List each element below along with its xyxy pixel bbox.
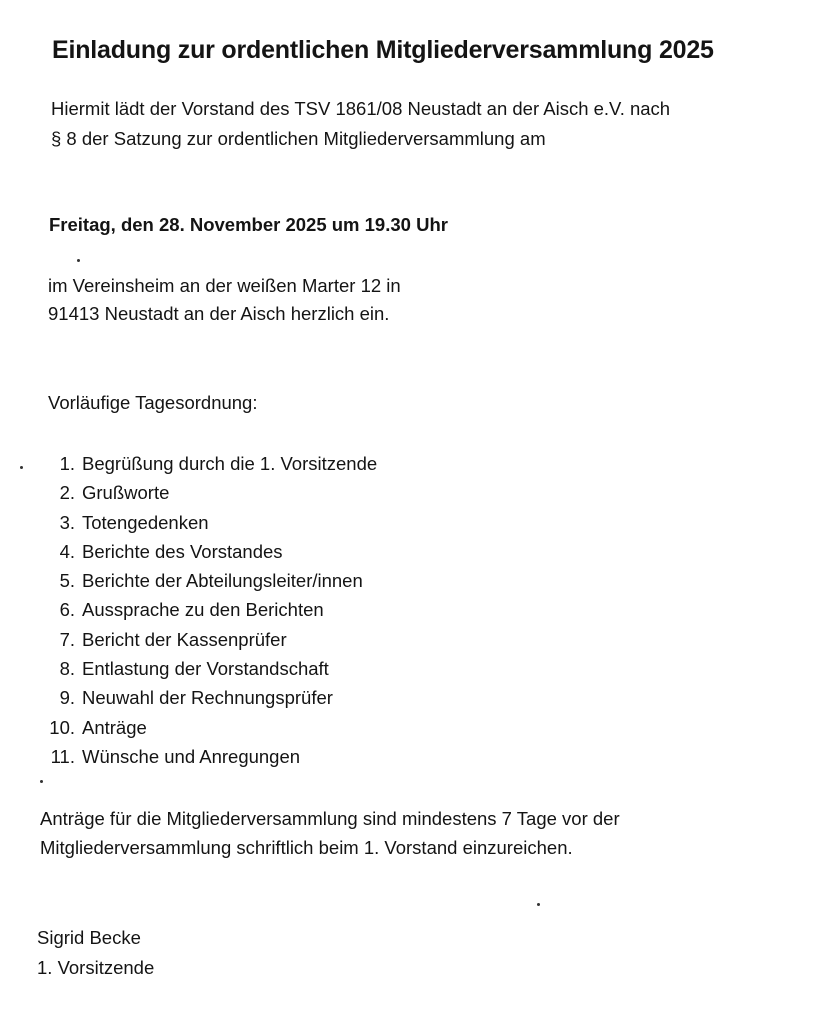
scan-speck (77, 259, 80, 262)
note-line-2: Mitgliederversammlung schriftlich beim 1. Vorstand einzureichen. (40, 837, 573, 858)
document-title: Einladung zur ordentlichen Mitgliederversammlung 2025 (52, 36, 714, 64)
signatory-role: 1. Vorsitzende (37, 957, 155, 978)
intro-line-2: § 8 der Satzung zur ordentlichen Mitgliederversammlung am (51, 128, 546, 149)
agenda-item (36, 478, 377, 507)
agenda-item (36, 683, 377, 712)
agenda-item (36, 566, 377, 595)
agenda-item-text: Berichte der Abteilungsleiter/innen (82, 570, 363, 592)
agenda-item-text: Totengedenken (82, 511, 209, 533)
agenda-item-number: 1. (59, 453, 75, 474)
agenda-item (36, 713, 377, 742)
agenda-item (36, 742, 377, 771)
agenda-item-text: Wünsche und Anregungen (82, 745, 301, 767)
agenda-item-number: 2. (59, 482, 75, 504)
agenda-item (36, 537, 377, 566)
agenda-item-number: 3. (59, 511, 75, 533)
agenda-list (36, 449, 377, 771)
agenda-item (36, 449, 377, 478)
agenda-item (36, 625, 377, 654)
agenda-heading: Vorläufige Tagesordnung: (48, 392, 258, 413)
agenda-item-text: Bericht der Kassenprüfer (82, 628, 287, 650)
agenda-item (36, 595, 377, 624)
location-line-1: im Vereinsheim an der weißen Marter 12 in (48, 275, 401, 296)
intro-paragraph (51, 94, 670, 154)
signatory-name: Sigrid Becke (37, 927, 141, 948)
agenda-item-number: 8. (59, 658, 75, 680)
scan-speck (537, 903, 540, 906)
agenda-item-text: Neuwahl der Rechnungsprüfer (82, 687, 333, 709)
meeting-location (48, 272, 401, 328)
agenda-item-number: 7. (59, 628, 75, 650)
scan-speck (20, 466, 23, 469)
agenda-item-number: 10. (49, 716, 75, 738)
agenda-item-number: 5. (59, 570, 75, 592)
note-line-1: Anträge für die Mitgliederversammlung sind mindestens 7 Tage vor der (40, 808, 620, 829)
location-line-2: 91413 Neustadt an der Aisch herzlich ein. (48, 303, 390, 324)
agenda-item-number: 4. (59, 540, 75, 562)
agenda-item-text: Entlastung der Vorstandschaft (82, 658, 329, 680)
agenda-item (36, 654, 377, 683)
scan-speck (40, 780, 43, 783)
motions-note (40, 804, 620, 862)
agenda-item (36, 508, 377, 537)
agenda-item-text: Aussprache zu den Berichten (82, 599, 324, 621)
intro-line-1: Hiermit lädt der Vorstand des TSV 1861/08 Neustadt an der Aisch e.V. nach (51, 98, 671, 119)
agenda-item-text: Berichte des Vorstandes (82, 540, 283, 562)
agenda-item-number: 11. (50, 745, 75, 767)
agenda-item-number: 6. (59, 599, 75, 621)
agenda-item-text: Grußworte (82, 482, 170, 504)
meeting-date: Freitag, den 28. November 2025 um 19.30 Uhr (49, 214, 448, 235)
agenda-item-number: 9. (59, 687, 75, 709)
agenda-item-text: Anträge (82, 716, 147, 738)
agenda-item-text: Begrüßung durch die 1. Vorsitzende (82, 453, 378, 474)
